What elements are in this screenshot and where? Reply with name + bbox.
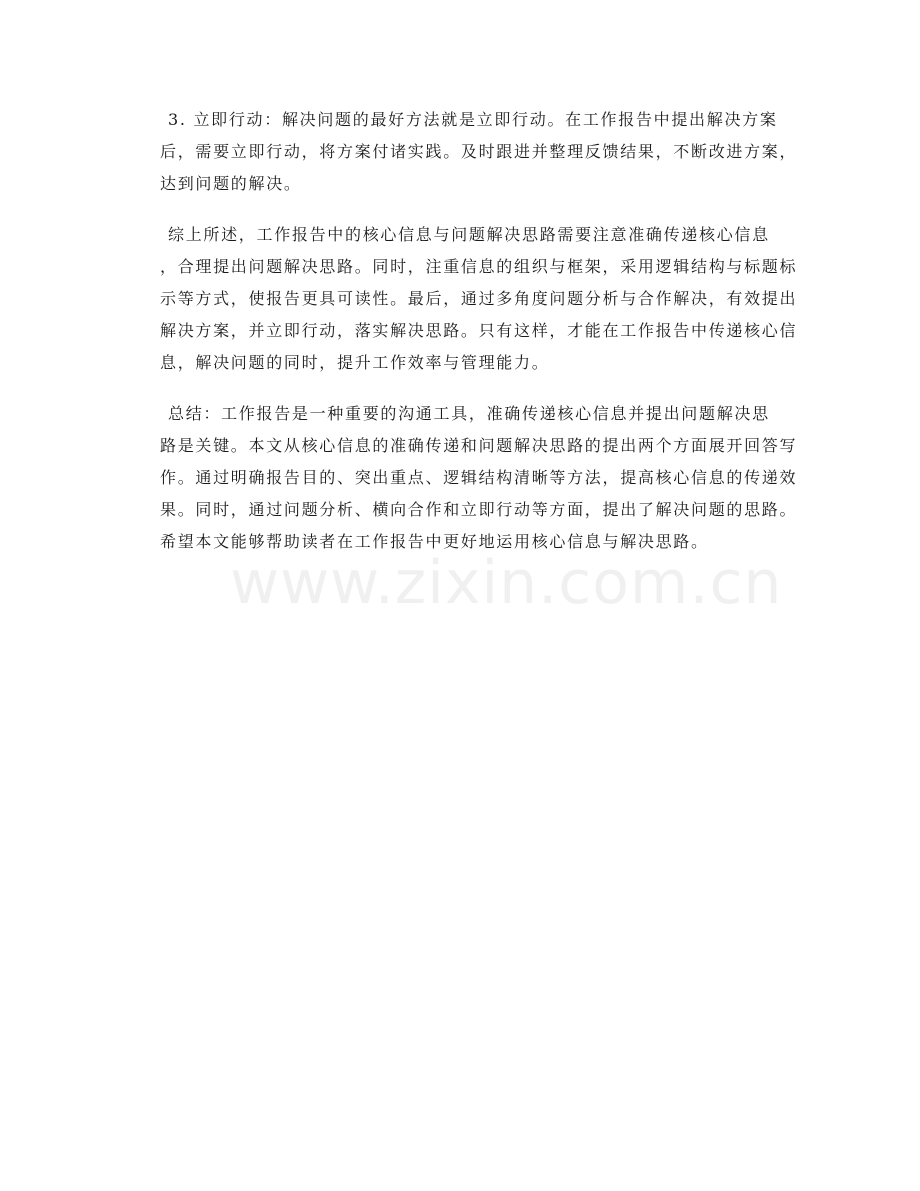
paragraph-line: 总结：工作报告是一种重要的沟通工具，准确传递核心信息并提出问题解决思 <box>168 404 770 424</box>
paragraph-line: 3. 立即行动：解决问题的最好方法就是立即行动。在工作报告中提出解决方案 <box>168 110 778 129</box>
paragraph-line: 示等方式，使报告更具可读性。最后，通过多角度问题分析与合作解决，有效提出 <box>160 288 798 308</box>
paragraph-line: 解决方案，并立即行动，落实解决思路。只有这样，才能在工作报告中传递核心信 <box>160 320 798 340</box>
paragraph-conclusion <box>160 398 798 557</box>
paragraph-line: 后，需要立即行动，将方案付诸实践。及时跟进并整理反馈结果，不断改进方案， <box>160 141 798 161</box>
paragraph-line: 希望本文能够帮助读者在工作报告中更好地运用核心信息与解决思路。 <box>160 531 709 551</box>
paragraph-summary <box>160 219 798 378</box>
paragraph-line: 达到问题的解决。 <box>160 173 302 193</box>
document-body <box>160 104 798 577</box>
paragraph-line: 综上所述，工作报告中的核心信息与问题解决思路需要注意准确传递核心信息 <box>168 225 770 245</box>
paragraph-line: ，合理提出问题解决思路。同时，注重信息的组织与框架，采用逻辑结构与标题标 <box>160 257 798 277</box>
paragraph-line: 息，解决问题的同时，提升工作效率与管理能力。 <box>160 352 550 372</box>
paragraph-immediate-action <box>160 104 798 199</box>
watermark: www.zixin.com.cn <box>230 548 783 618</box>
paragraph-line: 路是关键。本文从核心信息的准确传递和问题解决思路的提出两个方面展开回答写 <box>160 436 798 456</box>
paragraph-line: 作。通过明确报告目的、突出重点、逻辑结构清晰等方法，提高核心信息的传递效 <box>160 467 798 487</box>
paragraph-line: 果。同时，通过问题分析、横向合作和立即行动等方面，提出了解决问题的思路。 <box>160 499 798 519</box>
